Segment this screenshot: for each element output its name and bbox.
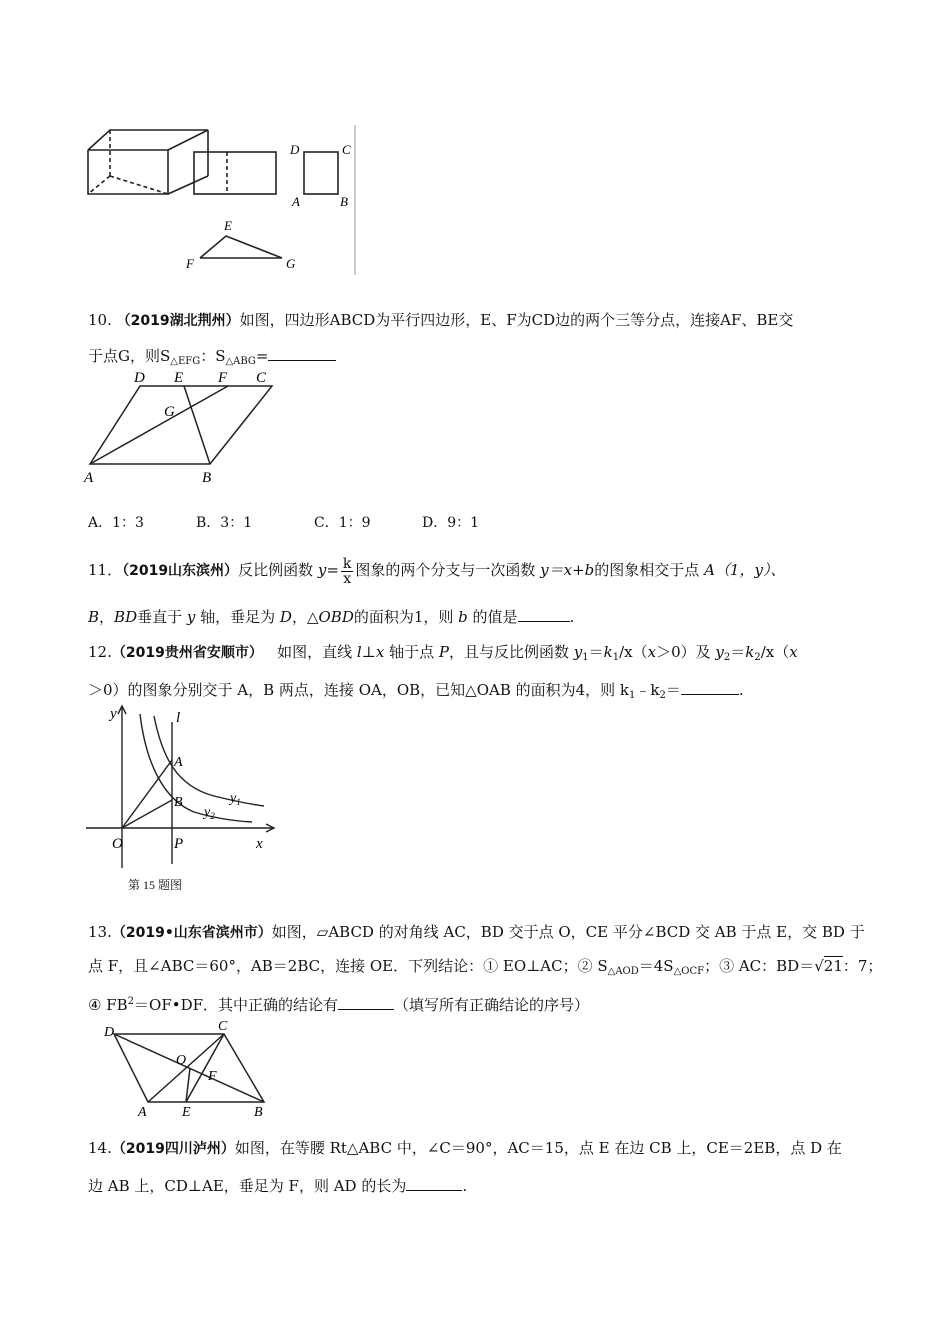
q13-label-e: E bbox=[182, 1105, 191, 1120]
q13-label-a: A bbox=[138, 1105, 147, 1120]
q10-option-d: D．9：1 bbox=[422, 515, 480, 531]
q12-label-y1: $y_1$ bbox=[230, 791, 241, 807]
q11-fraction: $\frac{k}{x}$ bbox=[342, 555, 352, 587]
q11-answer-blank bbox=[518, 607, 570, 622]
q10-label-d: D bbox=[134, 372, 145, 386]
q12-label-p: P bbox=[174, 836, 184, 852]
q12-label-l: l bbox=[176, 710, 181, 726]
q10-parallelogram-figure bbox=[80, 372, 280, 488]
label-b: B bbox=[340, 194, 348, 209]
q13-label-f: F bbox=[208, 1069, 217, 1084]
q12-label-o: O bbox=[112, 836, 123, 852]
q10-label-f: F bbox=[218, 372, 228, 386]
q10-answer-blank bbox=[268, 346, 336, 361]
label-e: E bbox=[224, 218, 232, 233]
q13-label-c: C bbox=[218, 1020, 228, 1034]
q13-label-b: B bbox=[254, 1105, 263, 1120]
q10-label-e: E bbox=[174, 372, 184, 386]
q11-line1: 11．（2019山东滨州）反比例函数 y= $\frac{k}{x}$ 图象的两个分支与一次函数 y＝x+b的图象相交于点 A（1，y）、 bbox=[88, 555, 786, 587]
sqrt-sign: √ bbox=[814, 957, 824, 975]
q13-parallelogram-figure bbox=[100, 1020, 280, 1120]
q13-label-d: D bbox=[104, 1025, 115, 1040]
label-d: D bbox=[290, 142, 300, 157]
q13-label-o: O bbox=[176, 1053, 187, 1068]
q12-caption: 第 15 题图 bbox=[128, 878, 183, 892]
q12-label-b: B bbox=[174, 795, 183, 810]
q12-label-y2: $y_2$ bbox=[204, 805, 215, 821]
q10-option-c: C．1：9 bbox=[314, 515, 371, 531]
q14-answer-blank bbox=[406, 1176, 462, 1191]
q10-line2: 于点G，则$S_{\triangle EFG}$：$S_{\triangle ABG}=$ bbox=[88, 346, 336, 372]
q12-label-x: x bbox=[256, 836, 263, 852]
q12-graph-figure bbox=[84, 704, 284, 874]
q11-line2: B，BD垂直于 y 轴，垂足为 D，△OBD的面积为1，则 b 的值是 . bbox=[88, 608, 575, 626]
q10-source: （2019湖北荆州） bbox=[116, 313, 240, 329]
q12-label-y: y bbox=[110, 706, 117, 722]
q10-label-g: G bbox=[164, 404, 175, 420]
label-c: C bbox=[342, 142, 351, 157]
q12-answer-blank bbox=[681, 680, 739, 695]
q10-line1: 10. （2019湖北荆州）如图，四边形ABCD为平行四边形，E、F为CD边的两个三等分点，连接AF、BE交 bbox=[88, 311, 794, 329]
q13-line3: ④ $FB^2=OF•DF$．其中正确的结论有 （填写所有正确结论的序号） bbox=[88, 996, 590, 1014]
label-f: F bbox=[186, 256, 194, 271]
q13-line1: 13.（2019•山东省滨州市）如图，▱ABCD 的对角线 AC，BD 交于点 O，CE 平分∠BCD 交 AB 于点 E，交 BD 于 bbox=[88, 923, 865, 941]
prism-views-figure bbox=[80, 120, 370, 280]
q14-line2: 边 AB 上，CD⊥AE，垂足为 F，则 AD 的长为 . bbox=[88, 1177, 468, 1195]
q10-label-c: C bbox=[256, 372, 267, 386]
q12-label-a: A bbox=[174, 755, 183, 770]
q12-line1: 12.（2019贵州省安顺市） 如图，直线 l⊥x 轴于点 P，且与反比例函数 $y_1=k_1/x(x>0)$及 $y_2=k_2/x(x$ bbox=[88, 643, 798, 663]
q12-line2: ＞0）的图象分别交于 A，B 两点，连接 OA，OB，已知△OAB 的面积为4，则 $k_1﹣k_2=$ . bbox=[88, 681, 744, 701]
q10-option-b: B．3：1 bbox=[196, 515, 253, 531]
q10-option-a: A．1：3 bbox=[88, 515, 144, 531]
q10-label-b: B bbox=[202, 470, 212, 486]
q10-label-a: A bbox=[84, 470, 94, 486]
q13-answer-blank bbox=[338, 995, 394, 1010]
q14-line1: 14.（2019四川泸州）如图，在等腰 Rt△ABC 中，∠C＝90°，AC＝15，点 E 在边 CB 上，CE＝2EB，点 D 在 bbox=[88, 1139, 842, 1157]
label-g: G bbox=[286, 256, 296, 271]
q10-options bbox=[88, 513, 479, 533]
label-a: A bbox=[292, 194, 300, 209]
q13-line2: 点 F，且∠ABC＝60°，AB＝2BC，连接 OE．下列结论：① EO⊥AC；② $S_{\triangle AOD}=4S_{\triangle OCF}$；③ AC：BD＝√21：7； bbox=[88, 957, 883, 977]
